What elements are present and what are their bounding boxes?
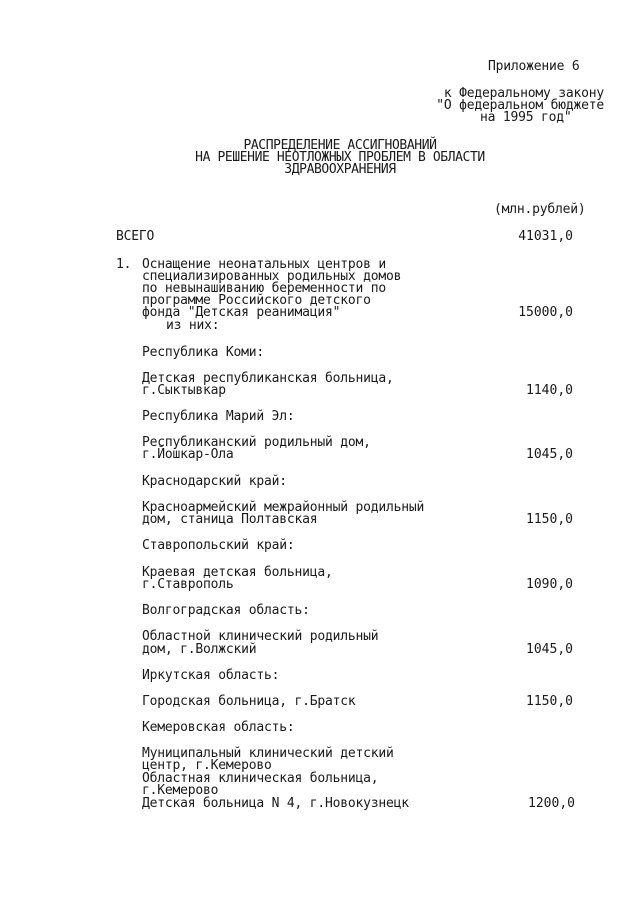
region-heading: Республика Коми: <box>142 345 265 360</box>
institution-amount: 1045,0 <box>526 447 573 462</box>
institution-amount: 1200,0 <box>528 796 575 811</box>
law-reference-line-3: на 1995 год" <box>480 110 572 125</box>
item-description-line-5: фонда "Детская реанимация" <box>142 305 341 320</box>
institution-amount: 1045,0 <box>526 642 573 657</box>
institution-line: Муниципальный клинический детский <box>142 746 394 761</box>
institution-line: г.Йошкар-Ола <box>142 447 234 462</box>
institution-line: г.Кемерово <box>142 783 219 798</box>
total-amount: 41031,0 <box>518 229 573 244</box>
region-heading: Волгоградская область: <box>142 603 310 618</box>
item-description-line-2: специализированных родильных домов <box>142 269 402 284</box>
total-label: ВСЕГО <box>116 229 155 244</box>
region-heading: Ставропольский край: <box>142 538 295 553</box>
item-number: 1. <box>116 257 132 272</box>
item-amount: 15000,0 <box>518 305 573 320</box>
item-description-line-3: по невынашиванию беременности по <box>142 281 387 296</box>
document-title-line-2: НА РЕШЕНИЕ НЕОТЛОЖНЫХ ПРОБЛЕМ В ОБЛАСТИ <box>195 150 485 165</box>
region-heading: Кемеровская область: <box>142 720 295 735</box>
document-title-line-1: РАСПРЕДЕЛЕНИЕ АССИГНОВАНИЙ <box>243 138 437 153</box>
institution-amount: 1150,0 <box>526 694 573 709</box>
institution-line: Республиканский родильный дом, <box>142 435 371 450</box>
institution-amount: 1090,0 <box>526 577 573 592</box>
institution-line: Красноармейский межрайонный родильный <box>142 500 425 515</box>
institution-line: Краевая детская больница, <box>142 565 333 580</box>
institution-line: дом, г.Волжский <box>142 642 257 657</box>
institution-line: центр, г.Кемерово <box>142 758 272 773</box>
institution-line: Городская больница, г.Братск <box>142 694 356 709</box>
institution-line: Детская республиканская больница, <box>142 371 394 386</box>
region-heading: Республика Марий Эл: <box>142 409 295 424</box>
item-description-line-4: программе Российского детского <box>142 293 371 308</box>
institution-line: Областная клиническая больница, <box>142 771 379 786</box>
region-heading: Иркутская область: <box>142 668 280 683</box>
appendix-label: Приложение 6 <box>488 59 580 74</box>
document-title-line-3: ЗДРАВООХРАНЕНИЯ <box>284 162 396 177</box>
institution-line: Детская больница N 4, г.Новокузнецк <box>142 796 409 811</box>
region-heading: Краснодарский край: <box>142 474 287 489</box>
institution-line: г.Ставрополь <box>142 577 234 592</box>
law-reference-line-1: к Федеральному закону <box>443 86 604 101</box>
law-reference-line-2: "О федеральном бюджете <box>436 98 604 113</box>
item-of-them-label: из них: <box>166 318 220 333</box>
institution-line: Областной клинический родильный <box>142 629 379 644</box>
institution-line: г.Сыктывкар <box>142 383 226 398</box>
units-label: (млн.рублей) <box>494 202 586 217</box>
institution-amount: 1150,0 <box>526 512 573 527</box>
institution-amount: 1140,0 <box>526 383 573 398</box>
item-description-line-1: Оснащение неонатальных центров и <box>142 257 387 272</box>
institution-line: дом, станица Полтавская <box>142 512 318 527</box>
